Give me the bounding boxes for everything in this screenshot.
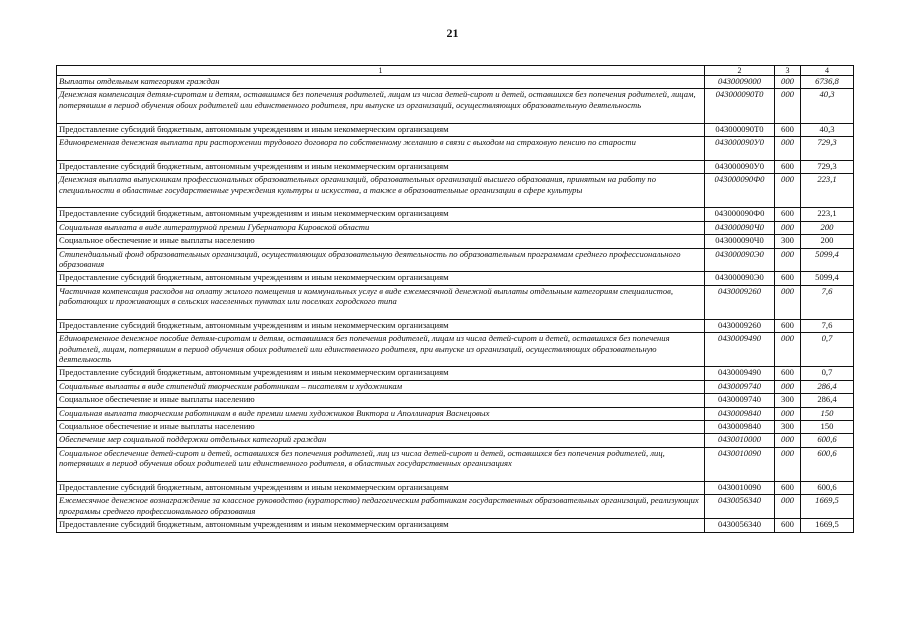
row-sum: 1669,5 (801, 519, 854, 532)
row-vr: 000 (775, 407, 801, 420)
row-sum: 223,1 (801, 208, 854, 221)
row-code: 043000090У0 (705, 136, 775, 160)
row-name: Выплаты отдельным категориям граждан (57, 76, 705, 89)
row-code: 043000090Т0 (705, 89, 775, 123)
row-code: 0430009260 (705, 319, 775, 332)
row-code: 0430009490 (705, 367, 775, 380)
row-name: Денежная выплата выпускникам профессиональных образовательных организаций, образовательных организаций высшего образования, принятым на работу по специальности в областные государственные учреждения культуры и искусства, а также в образовательные организации в сфере культуры (57, 174, 705, 208)
table-row (57, 235, 854, 248)
row-vr: 600 (775, 319, 801, 332)
row-name: Социальные выплаты в виде стипендий творческим работникам – писателям и художникам (57, 380, 705, 393)
row-code: 043000090У0 (705, 160, 775, 173)
row-name: Предоставление субсидий бюджетным, автономным учреждениям и иным некоммерческим организациям (57, 160, 705, 173)
row-vr: 000 (775, 248, 801, 272)
row-vr: 000 (775, 447, 801, 481)
row-name: Обеспечение мер социальной поддержки отдельных категорий граждан (57, 434, 705, 447)
table-row (57, 319, 854, 332)
row-name: Социальная выплата в виде литературной премии Губернатора Кировской области (57, 221, 705, 234)
row-sum: 286,4 (801, 380, 854, 393)
row-name: Социальное обеспечение детей-сирот и детей, оставшихся без попечения родителей, лиц из числа детей-сирот и детей, оставшихся без попечения родителей, лиц, потерявших в период обучения обоих родителей или единственного родителя, в областных государственных организациях (57, 447, 705, 481)
table-row (57, 221, 854, 234)
row-sum: 40,3 (801, 89, 854, 123)
row-vr: 000 (775, 380, 801, 393)
row-name: Предоставление субсидий бюджетным, автономным учреждениям и иным некоммерческим организациям (57, 208, 705, 221)
row-name: Единовременное денежное пособие детям-сиротам и детям, оставшимся без попечения родителей, лицам из числа детей-сирот и детей, оставшихся без попечения родителей, лицам, потерявшим в период обучения обоих родителей или единственного родителя, при выпуске из организаций, осуществляющих образовательную деятельность (57, 333, 705, 367)
row-sum: 200 (801, 235, 854, 248)
row-name: Социальное обеспечение и иные выплаты населению (57, 394, 705, 407)
row-code: 0430009740 (705, 380, 775, 393)
row-code: 0430009000 (705, 76, 775, 89)
table-row (57, 208, 854, 221)
table-row (57, 380, 854, 393)
row-name: Предоставление субсидий бюджетным, автономным учреждениям и иным некоммерческим организациям (57, 482, 705, 495)
row-vr: 600 (775, 272, 801, 285)
row-sum: 40,3 (801, 123, 854, 136)
row-sum: 150 (801, 407, 854, 420)
table-row (57, 123, 854, 136)
row-vr: 000 (775, 434, 801, 447)
row-code: 0430010090 (705, 447, 775, 481)
row-name: Предоставление субсидий бюджетным, автономным учреждениям и иным некоммерческим организациям (57, 519, 705, 532)
budget-table (56, 65, 854, 533)
row-name: Частичная компенсация расходов на оплату жилого помещения и коммунальных услуг в виде ежемесячной денежной выплаты отдельным категориям специалистов, работающих и проживающих в сельских населенных пунктах или поселках городского типа (57, 285, 705, 319)
row-code: 0430009840 (705, 407, 775, 420)
row-name: Социальная выплата творческим работникам в виде премии имени художников Виктора и Аполлинария Васнецовых (57, 407, 705, 420)
header-col-vr: 3 (775, 66, 801, 76)
table-row (57, 76, 854, 89)
table-row (57, 160, 854, 173)
row-sum: 7,6 (801, 319, 854, 332)
row-code: 0430056340 (705, 519, 775, 532)
table-row (57, 519, 854, 532)
row-sum: 600,6 (801, 482, 854, 495)
table-row (57, 174, 854, 208)
header-col-code: 2 (705, 66, 775, 76)
row-vr: 000 (775, 136, 801, 160)
table-row (57, 333, 854, 367)
budget-table-body (57, 66, 854, 533)
row-code: 0430056340 (705, 495, 775, 519)
row-vr: 000 (775, 221, 801, 234)
row-code: 043000090Э0 (705, 248, 775, 272)
row-vr: 300 (775, 394, 801, 407)
row-vr: 600 (775, 123, 801, 136)
header-col-sum: 4 (801, 66, 854, 76)
row-vr: 600 (775, 519, 801, 532)
header-col-name: 1 (57, 66, 705, 76)
row-sum: 600,6 (801, 447, 854, 481)
row-vr: 600 (775, 160, 801, 173)
row-sum: 7,6 (801, 285, 854, 319)
row-name: Предоставление субсидий бюджетным, автономным учреждениям и иным некоммерческим организациям (57, 319, 705, 332)
table-row (57, 248, 854, 272)
row-sum: 5099,4 (801, 272, 854, 285)
row-vr: 600 (775, 482, 801, 495)
row-name: Предоставление субсидий бюджетным, автономным учреждениям и иным некоммерческим организациям (57, 367, 705, 380)
table-row (57, 421, 854, 434)
row-vr: 000 (775, 495, 801, 519)
row-name: Предоставление субсидий бюджетным, автономным учреждениям и иным некоммерческим организациям (57, 123, 705, 136)
row-sum: 600,6 (801, 434, 854, 447)
row-code: 043000090Т0 (705, 123, 775, 136)
row-code: 043000090Ф0 (705, 174, 775, 208)
row-code: 0430009740 (705, 394, 775, 407)
row-code: 0430010090 (705, 482, 775, 495)
row-vr: 000 (775, 333, 801, 367)
row-name: Ежемесячное денежное вознаграждение за классное руководство (кураторство) педагогическим работникам государственных образовательных организаций, реализующих программы среднего профессионального образования (57, 495, 705, 519)
table-row (57, 434, 854, 447)
row-sum: 1669,5 (801, 495, 854, 519)
row-sum: 200 (801, 221, 854, 234)
table-row (57, 482, 854, 495)
table-row (57, 394, 854, 407)
row-sum: 6736,8 (801, 76, 854, 89)
row-vr: 600 (775, 367, 801, 380)
row-sum: 286,4 (801, 394, 854, 407)
row-vr: 300 (775, 421, 801, 434)
table-row (57, 407, 854, 420)
row-sum: 150 (801, 421, 854, 434)
row-code: 0430009260 (705, 285, 775, 319)
table-header-row (57, 66, 854, 76)
row-vr: 000 (775, 174, 801, 208)
row-vr: 000 (775, 285, 801, 319)
table-row (57, 285, 854, 319)
row-name: Стипендиальный фонд образовательных организаций, осуществляющих образовательную деятельность по образовательным программам среднего профессионального образования (57, 248, 705, 272)
row-code: 043000090Э0 (705, 272, 775, 285)
row-code: 0430010000 (705, 434, 775, 447)
row-sum: 5099,4 (801, 248, 854, 272)
table-row (57, 272, 854, 285)
row-vr: 600 (775, 208, 801, 221)
row-name: Денежная компенсация детям-сиротам и детям, оставшимся без попечения родителей, лицам из числа детей-сирот и детей, оставшихся без попечения родителей, лицам, потерявшим в период обучения обоих родителей или единственного родителя, при выпуске из организаций, осуществляющих образовательную деятельность (57, 89, 705, 123)
table-row (57, 367, 854, 380)
row-code: 0430009490 (705, 333, 775, 367)
table-row (57, 136, 854, 160)
table-row (57, 89, 854, 123)
row-code: 043000090Ч0 (705, 235, 775, 248)
row-sum: 223,1 (801, 174, 854, 208)
row-sum: 0,7 (801, 367, 854, 380)
table-row (57, 447, 854, 481)
row-code: 0430009840 (705, 421, 775, 434)
row-sum: 729,3 (801, 136, 854, 160)
row-sum: 729,3 (801, 160, 854, 173)
row-sum: 0,7 (801, 333, 854, 367)
table-row (57, 495, 854, 519)
page-number: 21 (446, 26, 459, 40)
row-name: Единовременная денежная выплата при расторжении трудового договора по собственному желанию в связи с выходом на страховую пенсию по старости (57, 136, 705, 160)
row-name: Социальное обеспечение и иные выплаты населению (57, 421, 705, 434)
row-code: 043000090Ф0 (705, 208, 775, 221)
row-code: 043000090Ч0 (705, 221, 775, 234)
row-name: Предоставление субсидий бюджетным, автономным учреждениям и иным некоммерческим организациям (57, 272, 705, 285)
row-vr: 000 (775, 76, 801, 89)
row-name: Социальное обеспечение и иные выплаты населению (57, 235, 705, 248)
row-vr: 000 (775, 89, 801, 123)
row-vr: 300 (775, 235, 801, 248)
